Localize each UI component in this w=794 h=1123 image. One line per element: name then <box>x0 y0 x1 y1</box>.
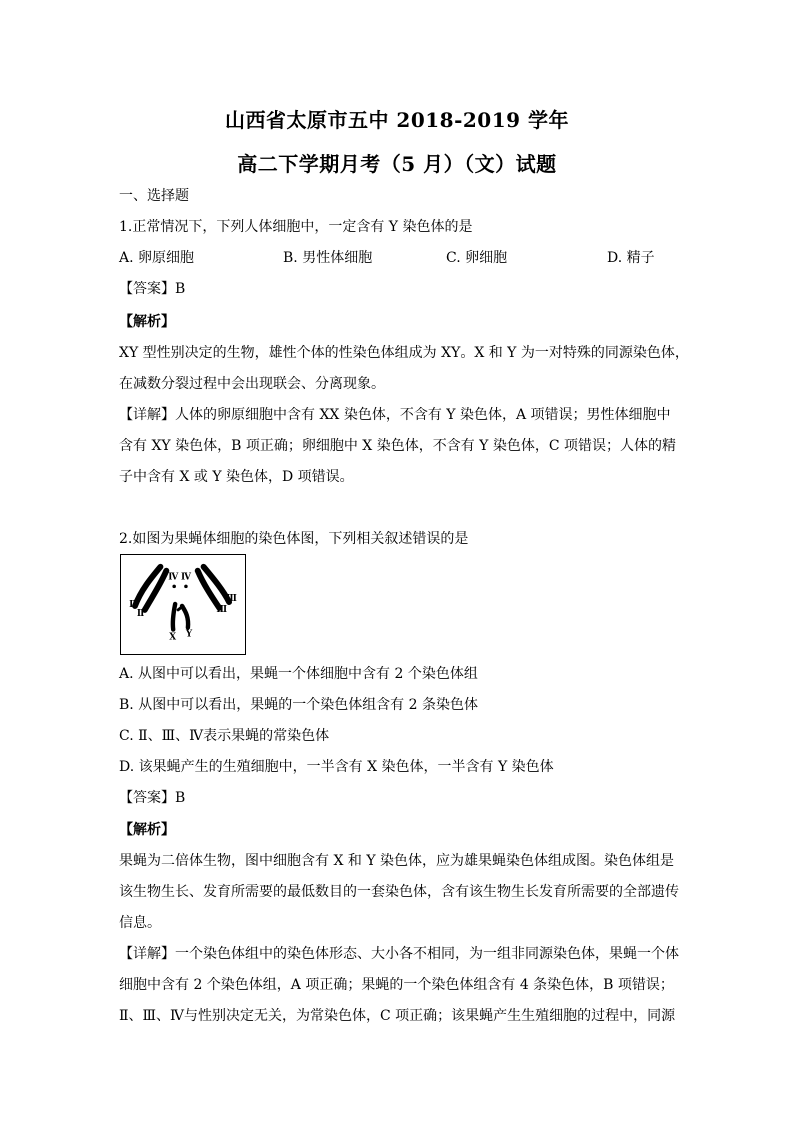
chromosome-iv-right <box>184 585 188 589</box>
q1-analysis-line: XY 型性别决定的生物，雄性个体的性染色体组成为 XY。X 和 Y 为一对特殊的同源染色体， <box>119 345 689 361</box>
chromosome-x <box>173 604 175 629</box>
chromosome-y <box>182 606 188 628</box>
q2-analysis-line: 果蝇为二倍体生物，图中细胞含有 X 和 Y 染色体，应为雄果蝇染色体组成图。染色体组是 <box>119 853 675 869</box>
q1-option-b: B. 男性体细胞 <box>283 250 373 266</box>
q1-detail-line: 子中含有 X 或 Y 染色体，D 项错误。 <box>119 469 354 485</box>
label-iv-left: Ⅳ <box>168 572 179 583</box>
q2-answer: 【答案】B <box>119 790 186 806</box>
q2-analysis-line: 该生物生长、发育所需要的最低数目的一套染色体，含有该生物生长发育所需要的全部遗传 <box>119 884 679 900</box>
label-ii-outer: Ⅱ <box>129 599 137 610</box>
q2-option-c: C. Ⅱ、Ⅲ、Ⅳ表示果蝇的常染色体 <box>119 728 330 744</box>
q2-option-b: B. 从图中可以看出，果蝇的一个染色体组含有 2 条染色体 <box>119 697 478 713</box>
q2-detail-line: 【详解】一个染色体组中的染色体形态、大小各不相同，为一组非同源染色体，果蝇一个体 <box>119 946 679 962</box>
q1-detail-line: 含有 XY 染色体，B 项正确；卵细胞中 X 染色体，不含有 Y 染色体，C 项错误；人体的精 <box>119 438 677 454</box>
label-iii-outer: Ⅲ <box>226 594 237 605</box>
chromosome-figure <box>120 554 246 655</box>
q1-option-c: C. 卵细胞 <box>446 250 508 266</box>
label-iii-inner: Ⅲ <box>216 604 228 615</box>
doc-title-line2: 高二下学期月考（5 月）（文）试题 <box>237 152 557 176</box>
q1-option-d: D. 精子 <box>607 250 655 266</box>
q1-stem: 1.正常情况下，下列人体细胞中，一定含有 Y 染色体的是 <box>119 219 473 235</box>
q1-option-a: A. 卵原细胞 <box>119 250 195 266</box>
q1-answer: 【答案】B <box>119 281 186 297</box>
doc-title-line1: 山西省太原市五中 2018-2019 学年 <box>224 108 570 132</box>
q2-stem: 2.如图为果蝇体细胞的染色体图，下列相关叙述错误的是 <box>119 531 469 547</box>
q2-detail-line: Ⅱ、Ⅲ、Ⅳ与性别决定无关，为常染色体，C 项正确；该果蝇产生生殖细胞的过程中，同源 <box>119 1008 676 1024</box>
q1-analysis-label: 【解析】 <box>119 314 175 330</box>
q1-detail-line: 【详解】人体的卵原细胞中含有 XX 染色体，不含有 Y 染色体，A 项错误；男性体细胞中 <box>119 407 671 423</box>
section-heading: 一、选择题 <box>119 188 189 204</box>
label-iv-right: Ⅳ <box>181 572 192 583</box>
q2-analysis-line: 信息。 <box>119 915 161 931</box>
q1-analysis-line: 在减数分裂过程中会出现联会、分离现象。 <box>119 376 385 392</box>
label-x: X <box>169 632 177 643</box>
q2-option-a: A. 从图中可以看出，果蝇一个体细胞中含有 2 个染色体组 <box>119 666 478 682</box>
label-ii-inner: Ⅱ <box>136 608 145 619</box>
q2-option-d: D. 该果蝇产生的生殖细胞中，一半含有 X 染色体，一半含有 Y 染色体 <box>119 759 554 775</box>
q2-detail-line: 细胞中含有 2 个染色体组，A 项正确；果蝇的一个染色体组含有 4 条染色体，B 项错误； <box>119 977 674 993</box>
chromosome-diagram <box>121 555 245 654</box>
chromosome-iv-left <box>172 585 176 589</box>
q2-analysis-label: 【解析】 <box>119 822 175 838</box>
label-y: Y <box>185 629 193 640</box>
